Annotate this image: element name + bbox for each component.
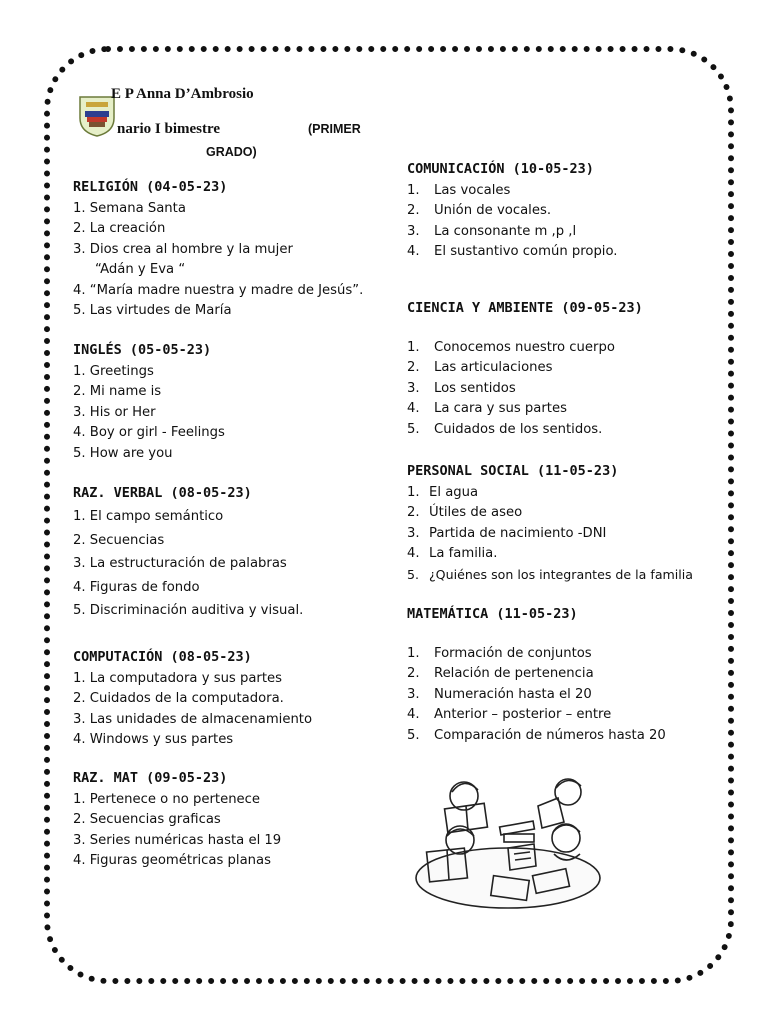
section-comunicacion bbox=[407, 161, 618, 263]
list-item: 4. Windows y sus partes bbox=[73, 732, 234, 748]
list-item: 1. El campo semántico bbox=[73, 509, 224, 524]
list-item: “Adán y Eva “ bbox=[95, 262, 186, 278]
list-item: 2. Relación de pertenencia bbox=[407, 666, 594, 682]
list-item: 5. Discriminación auditiva y visual. bbox=[73, 603, 304, 618]
grade-label-continued: GRADO) bbox=[206, 145, 257, 159]
list-item: 4. “María madre nuestra y madre de Jesús”. bbox=[73, 282, 364, 298]
section-title: RELIGIÓN (04-05-23) bbox=[73, 179, 228, 195]
grade-label: (PRIMER bbox=[308, 122, 361, 136]
list-item: 2. Mi name is bbox=[73, 384, 162, 400]
list-item: 5. Cuidados de los sentidos. bbox=[407, 421, 603, 437]
list-item: 3. Partida de nacimiento -DNI bbox=[407, 525, 607, 541]
list-item: 2. Las articulaciones bbox=[407, 360, 553, 376]
section-personal-social bbox=[407, 463, 693, 585]
list-item: 3. Numeración hasta el 20 bbox=[407, 686, 592, 702]
children-reading-illustration bbox=[408, 766, 608, 914]
list-item: 1. Conocemos nuestro cuerpo bbox=[407, 340, 615, 355]
school-name: E P Anna D’Ambrosio bbox=[111, 86, 254, 102]
section-title: RAZ. VERBAL (08-05-23) bbox=[73, 485, 252, 501]
list-item: 1. Formación de conjuntos bbox=[407, 646, 592, 661]
list-item: 1. Las vocales bbox=[407, 183, 511, 198]
list-item: 2. Unión de vocales. bbox=[407, 203, 552, 219]
section-title: PERSONAL SOCIAL (11-05-23) bbox=[407, 463, 619, 479]
document-title: nario I bimestre bbox=[117, 121, 221, 137]
list-item: 5. How are you bbox=[73, 445, 173, 461]
section-ingles bbox=[73, 342, 225, 464]
list-item: 1. Greetings bbox=[73, 364, 154, 379]
list-item: 3. Los sentidos bbox=[407, 380, 516, 396]
section-raz-mat bbox=[73, 770, 281, 872]
list-item: 2. Secuencias graficas bbox=[73, 812, 221, 828]
list-item: 1. Pertenece o no pertenece bbox=[73, 792, 261, 807]
list-item: 4. Figuras geométricas planas bbox=[73, 853, 271, 869]
list-item: 4. Figuras de fondo bbox=[73, 579, 200, 595]
section-matematica bbox=[407, 606, 666, 746]
list-item: 4. El sustantivo común propio. bbox=[407, 244, 618, 260]
list-item: 1. La computadora y sus partes bbox=[73, 671, 283, 686]
list-item: 5. Las virtudes de María bbox=[73, 302, 232, 318]
list-item: 3. Dios crea al hombre y la mujer bbox=[73, 241, 293, 257]
list-item: 3. La estructuración de palabras bbox=[73, 556, 287, 571]
section-title: RAZ. MAT (09-05-23) bbox=[73, 770, 228, 786]
section-ciencia-ambiente bbox=[407, 300, 643, 440]
section-computacion bbox=[73, 649, 312, 751]
list-item: 3. His or Her bbox=[73, 404, 156, 420]
list-item: 4. La familia. bbox=[407, 546, 498, 562]
section-title: CIENCIA Y AMBIENTE (09-05-23) bbox=[407, 300, 643, 316]
list-item: 2. Cuidados de la computadora. bbox=[73, 691, 284, 707]
section-title: COMUNICACIÓN (10-05-23) bbox=[407, 161, 594, 177]
section-raz-verbal bbox=[73, 485, 303, 623]
list-item: 1. El agua bbox=[407, 485, 479, 500]
list-item: 3. Las unidades de almacenamiento bbox=[73, 711, 313, 727]
section-title: COMPUTACIÓN (08-05-23) bbox=[73, 649, 252, 665]
list-item: 4. La cara y sus partes bbox=[407, 401, 567, 417]
list-item: 3. Series numéricas hasta el 19 bbox=[73, 832, 282, 848]
list-item: 1. Semana Santa bbox=[73, 201, 186, 216]
list-item: 4. Anterior – posterior – entre bbox=[407, 707, 612, 723]
list-item: 4. Boy or girl - Feelings bbox=[73, 425, 225, 441]
section-religion bbox=[73, 179, 363, 321]
list-item: 5. Comparación de números hasta 20 bbox=[407, 727, 666, 743]
list-item: 3. La consonante m ,p ,l bbox=[407, 223, 577, 239]
list-item: 2. Secuencias bbox=[73, 532, 165, 548]
section-title: MATEMÁTICA (11-05-23) bbox=[407, 606, 578, 622]
list-item: 5. ¿Quiénes son los integrantes de la familia bbox=[407, 566, 694, 582]
section-title: INGLÉS (05-05-23) bbox=[73, 342, 212, 358]
list-item: 2. La creación bbox=[73, 221, 166, 237]
list-item: 2. Útiles de aseo bbox=[407, 505, 523, 521]
